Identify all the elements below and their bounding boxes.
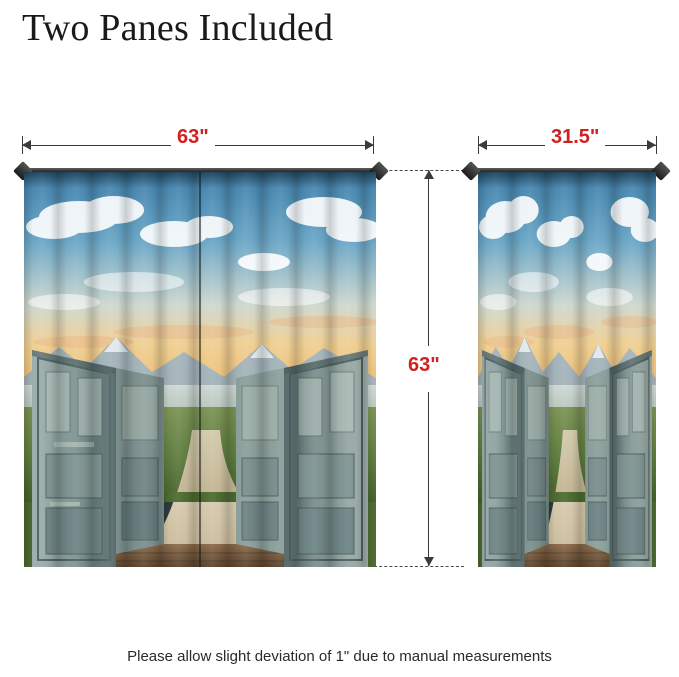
right-width-arrow-start (478, 140, 487, 150)
right-width-tick-end (656, 136, 657, 154)
left-width-tick-start (22, 136, 23, 154)
left-width-label: 63" (171, 126, 215, 149)
right-width-label: 31.5" (545, 126, 605, 149)
right-width-arrow-end (647, 140, 656, 150)
height-guide-bottom (374, 566, 464, 567)
page-title: Two Panes Included (22, 7, 334, 49)
height-arrow-bottom (424, 557, 434, 566)
measurement-disclaimer: Please allow slight deviation of 1" due to manual measurements (127, 648, 552, 665)
door-scene-artwork-right (478, 172, 656, 567)
curtain-panel-right (478, 172, 656, 567)
right-width-tick-start (478, 136, 479, 154)
curtain-header-shadow-right (478, 172, 656, 188)
height-label: 63" (402, 354, 446, 377)
height-measure-line-upper (428, 170, 429, 346)
panel-pair-divider (199, 172, 201, 567)
height-measure-line-lower (428, 392, 429, 566)
left-width-tick-end (373, 136, 374, 154)
height-arrow-top (424, 170, 434, 179)
left-width-arrow-start (22, 140, 31, 150)
curtain-panel-left-pair (24, 172, 376, 567)
